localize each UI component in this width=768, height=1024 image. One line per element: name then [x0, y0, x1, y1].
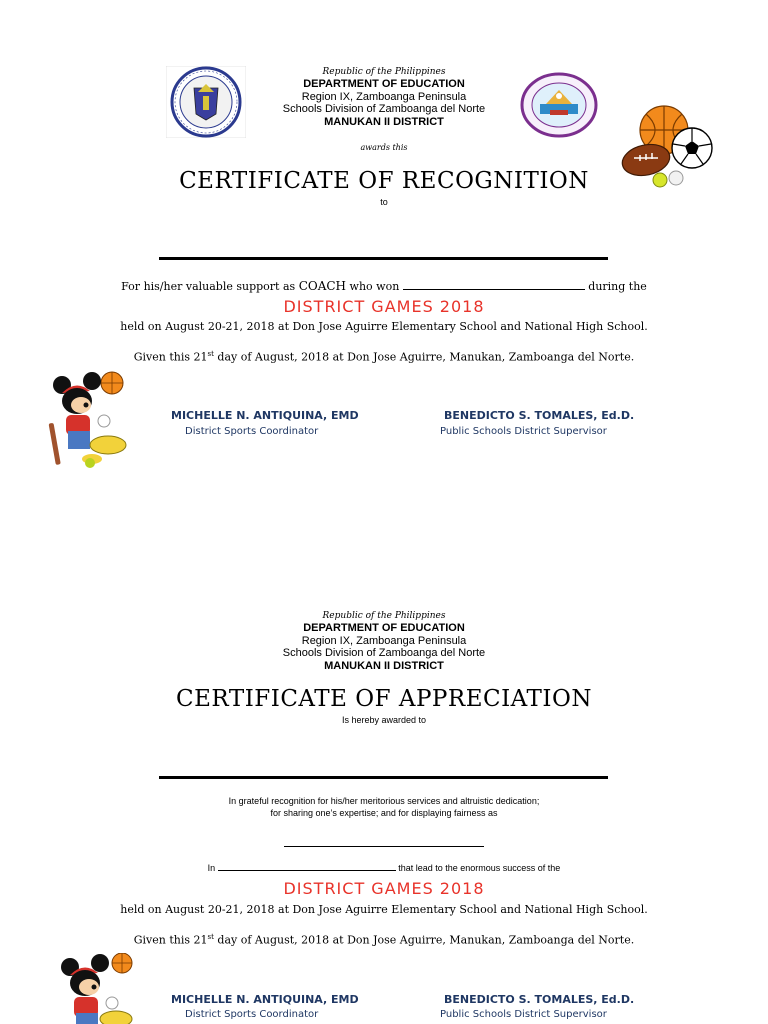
sharing-text: for sharing one’s expertise; and for displaying fairness as [270, 808, 498, 818]
held-text: held on August 20-21, 2018 at Don Jose Aguirre Elementary School and National High School. [120, 903, 648, 916]
given-sup: st [207, 350, 214, 358]
mickey-mascot-icon [48, 371, 140, 474]
to-text: to [380, 197, 388, 207]
certificate-title: CERTIFICATE OF APPRECIATION [176, 686, 592, 712]
in-blank [218, 864, 396, 871]
department-text: DEPARTMENT OF EDUCATION [303, 78, 465, 90]
signatory1-role: District Sports Coordinator [185, 1009, 319, 1020]
lead-text: that lead to the enormous success of the [398, 863, 561, 873]
event-title: DISTRICT GAMES 2018 [283, 297, 485, 316]
given-prefix: Given this 21 [133, 933, 208, 947]
function-blank-line [284, 846, 484, 847]
region-text: Region IX, Zamboanga Peninsula [301, 635, 467, 647]
district-text: MANUKAN II DISTRICT [324, 660, 444, 672]
signatory1-name: MICHELLE N. ANTIQUINA, EMD [171, 409, 359, 422]
division-text: Schools Division of Zamboanga del Norte [282, 647, 486, 659]
given-text [0, 350, 768, 364]
certificate-title: CERTIFICATE OF RECOGNITION [179, 168, 589, 194]
given-suffix: day of August, 2018 at Don Jose Aguirre, Manukan, Zamboanga del Norte. [213, 350, 635, 364]
given-sup: st [207, 933, 214, 941]
during-text: during the [588, 280, 647, 293]
region-text: Region IX, Zamboanga Peninsula [301, 91, 467, 103]
recognition-text: In grateful recognition for his/her meritorious services and altruistic dedication; [228, 796, 540, 806]
mickey-mascot-icon [56, 953, 148, 1024]
awards-text: awards this [360, 143, 408, 152]
lead-line [0, 863, 768, 873]
signatory2-role: Public Schools District Supervisor [440, 426, 607, 437]
support-prefix: For his/her valuable support as [121, 280, 296, 293]
given-suffix: day of August, 2018 at Don Jose Aguirre, Manukan, Zamboanga del Norte. [213, 933, 635, 947]
given-text [0, 933, 768, 947]
signatory1-role: District Sports Coordinator [185, 426, 319, 437]
republic-text: Republic of the Philippines [322, 67, 446, 77]
support-line [0, 279, 768, 293]
recipient-name-line [159, 257, 608, 260]
won-text: who won [349, 280, 400, 293]
held-text: held on August 20-21, 2018 at Don Jose Aguirre Elementary School and National High School. [120, 320, 648, 333]
recipient-name-line [159, 776, 608, 779]
signatory2-name: BENEDICTO S. TOMALES, Ed.D. [444, 993, 635, 1006]
republic-text: Republic of the Philippines [322, 611, 446, 621]
division-text: Schools Division of Zamboanga del Norte [282, 103, 486, 115]
district-text: MANUKAN II DISTRICT [324, 116, 444, 128]
signatory1-name: MICHELLE N. ANTIQUINA, EMD [171, 993, 359, 1006]
signatory2-name: BENEDICTO S. TOMALES, Ed.D. [444, 409, 635, 422]
given-prefix: Given this 21 [133, 350, 208, 364]
won-blank [403, 280, 585, 290]
event-title: DISTRICT GAMES 2018 [283, 879, 485, 898]
in-text: In [207, 863, 216, 873]
awarded-text: Is hereby awarded to [341, 715, 427, 725]
role-text: COACH [298, 279, 347, 293]
department-text: DEPARTMENT OF EDUCATION [303, 622, 465, 634]
signatory2-role: Public Schools District Supervisor [440, 1009, 607, 1020]
